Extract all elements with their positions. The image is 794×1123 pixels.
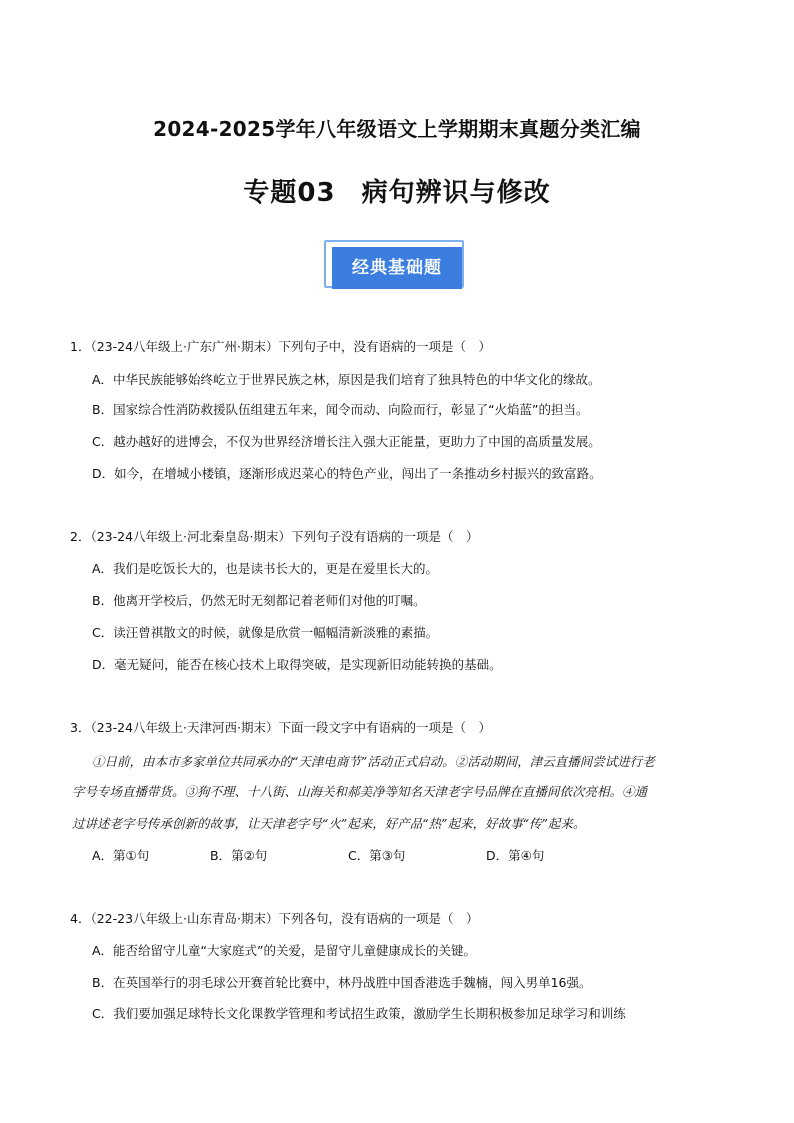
option-c: C．越办越好的进博会，不仅为世界经济增长注入强大正能量，更助力了中国的高质量发展。 [92,434,601,449]
option-b: B．国家综合性消防救援队伍组建五年来，闻令而动、向险而行，彰显了“火焰蓝”的担当。 [92,402,589,417]
section-badge [324,240,468,292]
topic-name: 病句辨识与修改 [361,178,551,208]
question-stem: 3．（23-24八年级上·天津河西·期末）下面一段文字中有语病的一项是（ ） [70,720,491,735]
document-title: 2024-2025学年八年级语文上学期期末真题分类汇编 [153,117,641,141]
option-d: D．如今，在增城小楼镇，逐渐形成迟菜心的特色产业，闯出了一条推动乡村振兴的致富路。 [92,466,602,481]
option-d: D．第④句 [486,848,545,863]
passage-line-2: 字号专场直播带货。③狗不理、十八街、山海关和郝美净等知名天津老字号品牌在直播间依次亮相。④通 [72,784,648,799]
option-b: B．第②句 [210,848,268,863]
option-d: D．毫无疑问，能否在核心技术上取得突破，是实现新旧动能转换的基础。 [92,657,502,672]
option-b: B．在英国举行的羽毛球公开赛首轮比赛中，林丹战胜中国香港选手魏楠，闯入男单16强。 [92,975,592,990]
passage-line-1: ①日前，由本市多家单位共同承办的“天津电商节”活动正式启动。②活动期间，津云直播间尝试进行老 [92,754,655,769]
question-stem: 1．（23-24八年级上·广东广州·期末）下列句子中，没有语病的一项是（ ） [70,339,491,354]
option-b: B．他离开学校后，仍然无时无刻都记着老师们对他的叮嘱。 [92,593,426,608]
passage-line-3: 过讲述老字号传承创新的故事，让天津老字号“火”起来，好产品“热”起来，好故事“传”起来。 [72,816,586,831]
option-c: C．我们要加强足球特长文化课教学管理和考试招生政策，激励学生长期积极参加足球学习和训练 [92,1006,626,1021]
question-stem: 4．（22-23八年级上·山东青岛·期末）下列各句，没有语病的一项是（ ） [70,911,479,926]
option-a: A．我们是吃饭长大的，也是读书长大的，更是在爱里长大的。 [92,561,439,576]
badge-label: 经典基础题 [332,247,462,289]
option-a: A．第①句 [92,848,150,863]
option-c: C．读汪曾祺散文的时候，就像是欣赏一幅幅清新淡雅的素描。 [92,625,439,640]
topic-title [0,172,794,209]
topic-number: 专题03 [243,178,336,208]
option-c: C．第③句 [348,848,406,863]
option-a: A．中华民族能够始终屹立于世界民族之林，原因是我们培育了独具特色的中华文化的缘故。 [92,372,601,387]
question-stem: 2．（23-24八年级上·河北秦皇岛·期末）下列句子没有语病的一项是（ ） [70,529,479,544]
option-a: A．能否给留守儿童“大家庭式”的关爱，是留守儿童健康成长的关键。 [92,943,477,958]
